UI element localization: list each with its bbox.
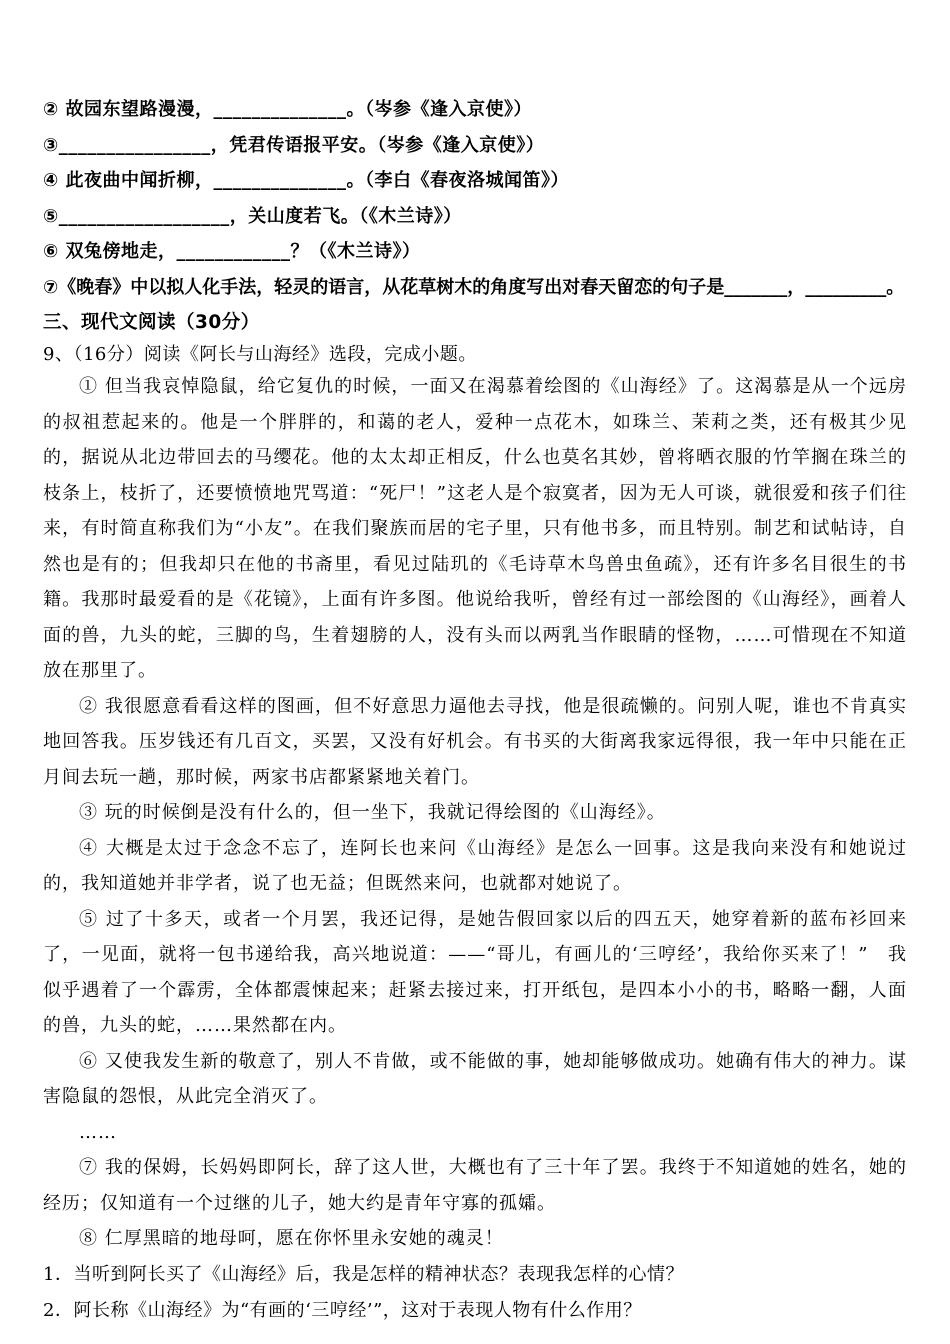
reading-passage <box>43 369 907 1257</box>
passage-paragraph-3: ③ 玩的时候倒是没有什么的，但一坐下，我就记得绘图的《山海经》。 <box>79 802 666 823</box>
passage-paragraph-2: ② 我很愿意看看这样的图画，但不好意思力逼他去寻找，他是很疏懒的。问别人呢，谁也不肯真实地回答我。压岁钱还有几百文，买罢，又没有好机会。有书买的大街离我家远得很，我一年中只能在正月间去玩一趟，那时候，两家书店都紧紧地关着门。 <box>43 695 907 788</box>
recitation-item-6: ⑥ 双兔傍地走，____________？（《木兰诗》） <box>43 241 421 262</box>
recitation-list <box>43 92 907 305</box>
passage-paragraph-8: ⑧ 仁厚黑暗的地母呵，愿在你怀里永安她的魂灵！ <box>79 1228 504 1249</box>
passage-ellipsis: …… <box>79 1121 117 1143</box>
passage-paragraph-5: ⑤ 过了十多天，或者一个月罢，我还记得，是她告假回家以后的四五天，她穿着新的蓝布衫回来了，一见面，就将一包书递给我，高兴地说道：——“哥儿，有画儿的‘三哼经’，我给你买来了！” 我似乎遇着了一个霹雳，全体都震悚起来；赶紧去接过来，打开纸包，是四本小小的书，略略一翻，人面的兽，九头的蛇，……果然都在内。 <box>43 908 907 1036</box>
recitation-item-5: ⑤__________________，关山度若飞。（《木兰诗》） <box>43 205 462 227</box>
passage-paragraph-1: ① 但当我哀悼隐鼠，给它复仇的时候，一面又在渴慕着绘图的《山海经》了。这渴慕是从一个远房的叔祖惹起来的。他是一个胖胖的，和蔼的老人，爱种一点花木，如珠兰、茉莉之类，还有极其少见的，据说从北边带回去的马缨花。他的太太却正相反，什么也莫名其妙，曾将晒衣服的竹竿搁在珠兰的枝条上，枝折了，还要愤愤地咒骂道：“死尸！”这老人是个寂寞者，因为无人可谈，就很爱和孩子们往来，有时简直称我们为“小友”。在我们聚族而居的宅子里，只有他书多，而且特别。制艺和试帖诗，自然也是有的；但我却只在他的书斋里，看见过陆玑的《毛诗草木鸟兽虫鱼疏》，还有许多名目很生的书籍。我那时最爱看的是《花镜》，上面有许多图。他说给我听，曾经有过一部绘图的《山海经》，画着人面的兽，九头的蛇，三脚的鸟，生着翅膀的人，没有头而以两乳当作眼睛的怪物，……可惜现在不知道放在那里了。 <box>43 376 907 681</box>
question-list <box>43 1257 907 1330</box>
recitation-item-3: ③________________，凭君传语报平安。（岑参《逢入京使》） <box>43 134 545 156</box>
question-2: 2．阿长称《山海经》为“有画的‘三哼经’”，这对于表现人物有什么作用？ <box>43 1300 642 1321</box>
question-1: 1．当听到阿长买了《山海经》后，我是怎样的精神状态？表现我怎样的心情？ <box>43 1263 684 1285</box>
recitation-item-7: ⑦《晚春》中以拟人化手法，轻灵的语言，从花草树木的角度写出对春天留恋的句子是_______，_________。 <box>43 276 905 298</box>
section-heading-modern-reading: 三、现代文阅读（30分） <box>43 312 260 333</box>
passage-paragraph-4: ④ 大概是太过于念念不忘了，连阿长也来问《山海经》是怎么一回事。这是我向来没有和她说过的，我知道她并非学者，说了也无益；但既然来问，也就都对她说了。 <box>43 837 907 894</box>
recitation-item-2: ② 故园东望路漫漫，______________。（岑参《逢入京使》） <box>43 99 533 120</box>
reading-task-intro: 9、（16分）阅读《阿长与山海经》选段，完成小题。 <box>43 344 477 365</box>
passage-paragraph-6: ⑥ 又使我发生新的敬意了，别人不肯做，或不能做的事，她却能够做成功。她确有伟大的神力。谋害隐鼠的怨恨，从此完全消灭了。 <box>43 1050 907 1107</box>
recitation-item-4: ④ 此夜曲中闻折柳，______________。（李白《春夜洛城闻笛》） <box>43 170 570 191</box>
passage-paragraph-7: ⑦ 我的保姆，长妈妈即阿长，辞了这人世，大概也有了三十年了罢。我终于不知道她的姓名，她的经历；仅知道有一个过继的儿子，她大约是青年守寡的孤孀。 <box>43 1157 907 1214</box>
